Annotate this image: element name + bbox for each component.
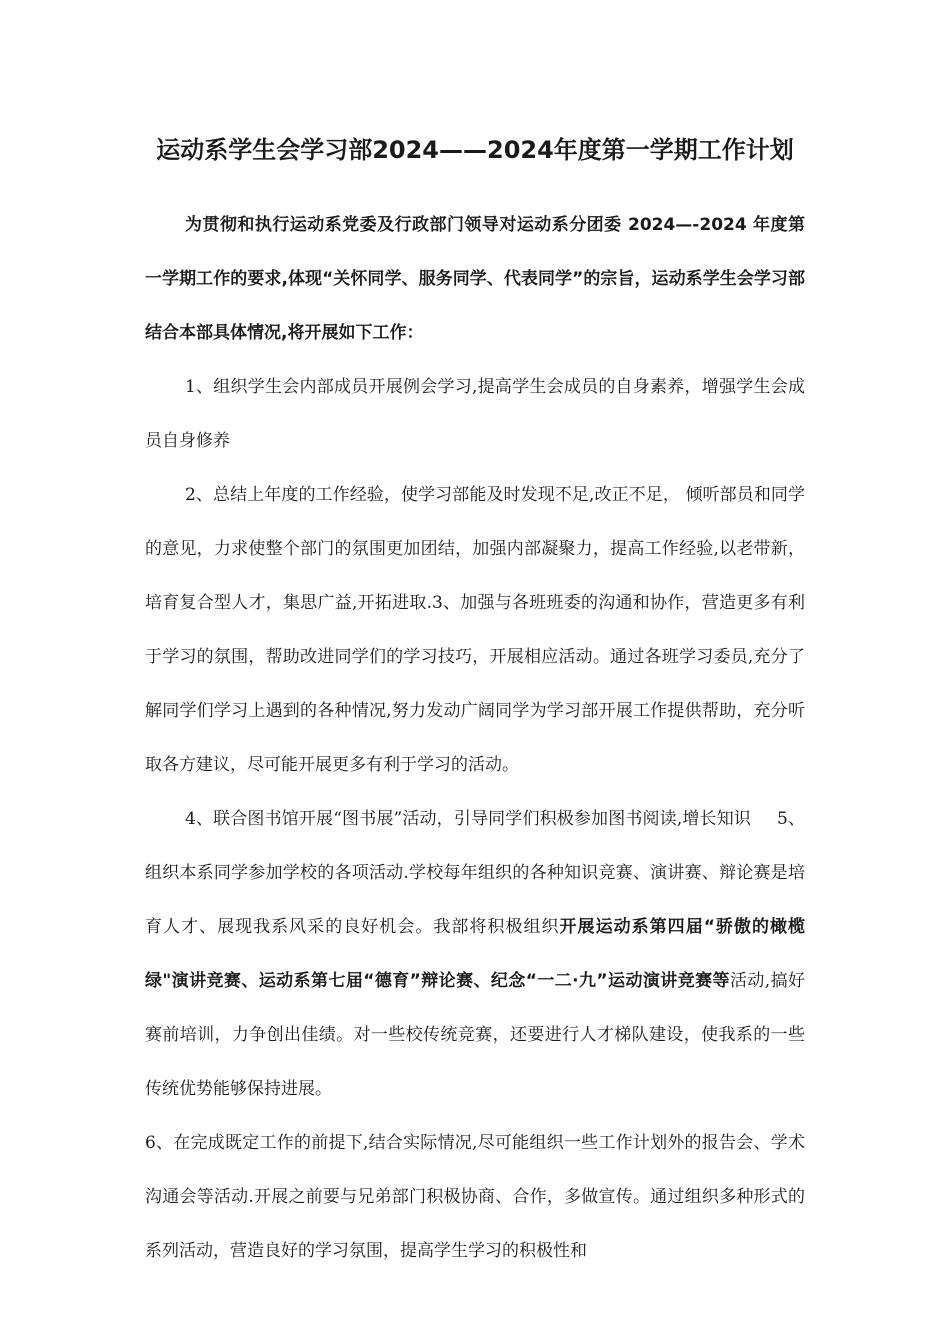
item-4-text: 4、联合图书馆开展“图书展”活动，引导同学们积极参加图书阅读,增长知识 [185,809,752,829]
item-1-paragraph: 1、组织学生会内部成员开展例会学习,提高学生会成员的自身素养，增强学生会成员自身修养 [145,377,805,451]
document-title: 运动系学生会学习部2024——2024年度第一学期工作计划 [156,136,794,164]
item-6-paragraph: 6、在完成既定工作的前提下,结合实际情况,尽可能组织一些工作计划外的报告会、学术沟通会等活动.开展之前要与兄弟部门积极协商、合作，多做宣传。通过组织多种形式的系列活动，营造良好的学习氛围，提高学生学习的积极性和 [145,1133,805,1261]
item-4-5-paragraph [145,792,805,1116]
item-5-end-text: 活动,搞好赛前培训，力争创出佳绩。对一些校传统竞赛，还要进行人才梯队建设，使我系的一些传统优势能够保持进展。 [145,971,805,1099]
item-5-bold-text: 开展运动系第四届“骄傲的橄榄绿"演讲竞赛、运动系第七届“德育”辩论赛、纪念“一二·九”运动演讲竞赛等 [145,917,805,991]
item-2-3-paragraph: 2、总结上年度的工作经验，使学习部能及时发现不足,改正不足， 倾听部员和同学的意见，力求使整个部门的氛围更加团结，加强内部凝聚力，提高工作经验,以老带新，培育复合型人才，集思广益,开拓进取.3、加强与各班班委的沟通和协作，营造更多有利于学习的氛围，帮助改进同学们的学习技巧，开展相应活动。通过各班学习委员,充分了解同学们学习上遇到的各种情况,努力发动广阔同学为学习部开展工作提供帮助，充分听取各方建议，尽可能开展更多有利于学习的活动。 [145,485,805,775]
document-body [145,198,805,1278]
intro-paragraph: 为贯彻和执行运动系党委及行政部门领导对运动系分团委 2024—-2024 年度第一学期工作的要求,体现“关怀同学、服务同学、代表同学”的宗旨，运动系学生会学习部结合本部具体情况,将开展如下工作： [145,215,805,343]
item-5-text: 5、组织本系同学参加学校的各项活动.学校每年组织的各种知识竞赛、演讲赛、辩论赛是培育人才、展现我系风采的良好机会。我部将积极组织 [145,809,805,937]
